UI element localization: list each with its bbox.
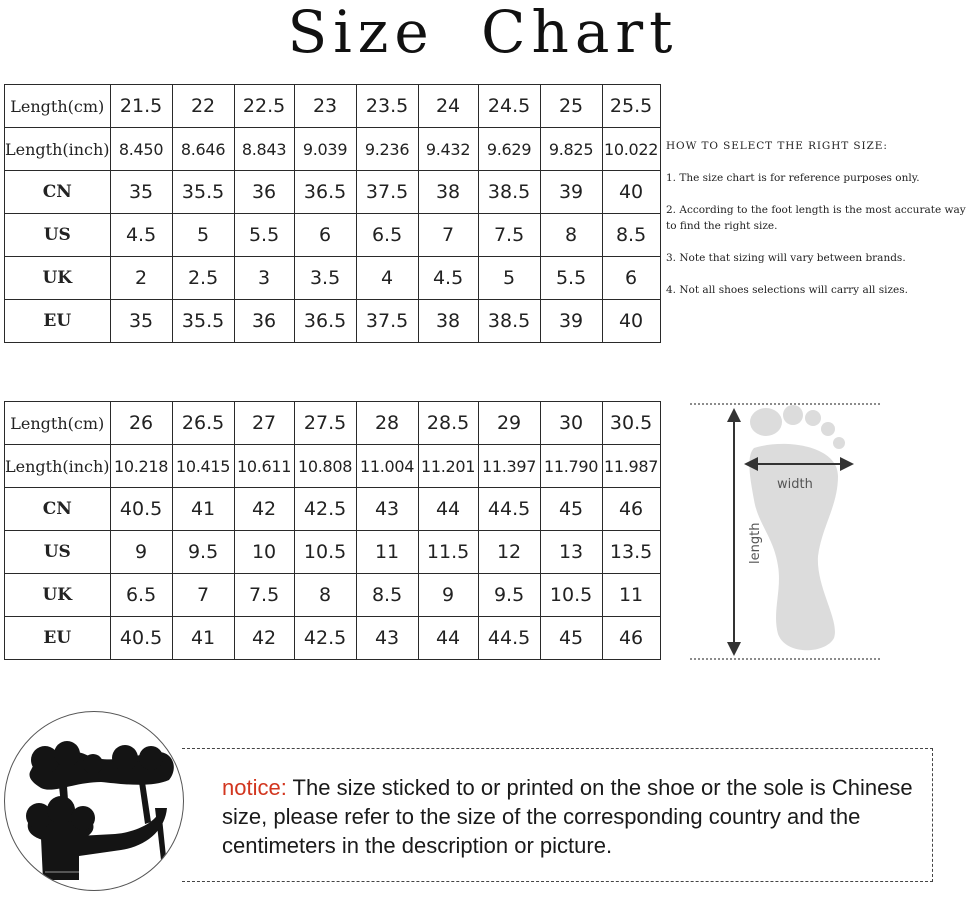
size-cell: 5 [172,214,234,257]
size-cell: 30 [540,402,602,445]
size-cell: 12 [478,531,540,574]
size-cell: 35 [110,171,172,214]
size-cell: 37.5 [356,300,418,343]
size-cell: 11.987 [602,445,660,488]
size-cell: 7.5 [234,574,294,617]
size-cell: 37.5 [356,171,418,214]
size-cell: 39 [540,300,602,343]
size-cell: 43 [356,488,418,531]
size-cell: 40.5 [110,488,172,531]
size-cell: 13.5 [602,531,660,574]
size-cell: 22 [172,85,234,128]
size-row [5,85,661,128]
foot-measure-diagram [688,398,884,664]
size-cell: 38.5 [478,300,540,343]
size-cell: 26 [110,402,172,445]
size-cell: 42.5 [294,488,356,531]
size-cell: 40 [602,171,660,214]
size-table-large [4,401,661,660]
size-cell: 40.5 [110,617,172,660]
size-cell: 13 [540,531,602,574]
size-cell: 9 [418,574,478,617]
size-row [5,531,661,574]
size-cell: 38.5 [478,171,540,214]
notice-label: notice: [222,775,287,800]
size-cell: 39 [540,171,602,214]
size-cell: 22.5 [234,85,294,128]
row-label: US [5,531,111,574]
size-cell: 40 [602,300,660,343]
row-label: CN [5,171,111,214]
length-label: length [748,522,763,564]
size-cell: 9.825 [540,128,602,171]
size-cell: 9.236 [356,128,418,171]
row-label: Length(inch) [5,445,111,488]
size-cell: 10.022 [602,128,660,171]
tip-item: 2. According to the foot length is the most accurate way to find the right size. [666,204,966,232]
size-cell: 9.039 [294,128,356,171]
size-cell: 11.790 [540,445,602,488]
size-cell: 46 [602,488,660,531]
size-cell: 11.004 [356,445,418,488]
size-cell: 27.5 [294,402,356,445]
size-cell: 36.5 [294,171,356,214]
row-label: US [5,214,111,257]
size-cell: 2.5 [172,257,234,300]
high-heel-sandal-image [5,712,183,890]
size-cell: 44.5 [478,488,540,531]
size-cell: 9 [110,531,172,574]
size-cell: 8 [540,214,602,257]
size-cell: 5.5 [234,214,294,257]
size-cell: 10.5 [540,574,602,617]
size-cell: 9.5 [478,574,540,617]
size-cell: 7 [418,214,478,257]
size-cell: 30.5 [602,402,660,445]
size-cell: 44 [418,617,478,660]
size-cell: 44 [418,488,478,531]
row-label: UK [5,574,111,617]
size-cell: 10.611 [234,445,294,488]
size-cell: 25.5 [602,85,660,128]
size-cell: 43 [356,617,418,660]
size-cell: 42.5 [294,617,356,660]
size-cell: 8.646 [172,128,234,171]
size-row [5,257,661,300]
row-label: UK [5,257,111,300]
shoe-photo [4,711,184,891]
size-cell: 41 [172,617,234,660]
size-cell: 8.450 [110,128,172,171]
size-cell: 35.5 [172,300,234,343]
size-cell: 9.5 [172,531,234,574]
size-row [5,488,661,531]
size-cell: 11 [602,574,660,617]
size-cell: 9.432 [418,128,478,171]
size-cell: 3.5 [294,257,356,300]
size-cell: 24 [418,85,478,128]
tip-item: 4. Not all shoes selections will carry all sizes. [666,284,908,296]
size-cell: 8.5 [356,574,418,617]
notice-box [182,748,933,882]
size-cell: 7 [172,574,234,617]
width-label: width [777,477,813,492]
notice-text [222,773,922,860]
size-row [5,445,661,488]
size-cell: 41 [172,488,234,531]
size-cell: 28 [356,402,418,445]
row-label: EU [5,300,111,343]
tip-item: 3. Note that sizing will vary between brands. [666,252,906,264]
size-cell: 44.5 [478,617,540,660]
size-cell: 45 [540,617,602,660]
size-cell: 5 [478,257,540,300]
size-cell: 35 [110,300,172,343]
size-cell: 35.5 [172,171,234,214]
size-row [5,128,661,171]
notice-body: The size sticked to or printed on the shoe or the sole is Chinese size, please refer to the size of the corresponding country and the centimeters in the description or picture. [222,775,913,858]
size-tips [666,138,966,314]
size-cell: 45 [540,488,602,531]
size-cell: 10.415 [172,445,234,488]
size-cell: 4.5 [110,214,172,257]
size-cell: 21.5 [110,85,172,128]
size-cell: 6 [294,214,356,257]
size-cell: 11.5 [418,531,478,574]
size-cell: 11.201 [418,445,478,488]
size-row [5,300,661,343]
size-row [5,171,661,214]
size-cell: 11 [356,531,418,574]
size-cell: 10 [234,531,294,574]
size-cell: 38 [418,300,478,343]
size-cell: 8 [294,574,356,617]
size-cell: 26.5 [172,402,234,445]
size-cell: 8.5 [602,214,660,257]
row-label: EU [5,617,111,660]
size-cell: 42 [234,617,294,660]
size-row [5,574,661,617]
size-cell: 7.5 [478,214,540,257]
size-cell: 6.5 [110,574,172,617]
size-row [5,402,661,445]
size-cell: 4 [356,257,418,300]
size-cell: 36 [234,171,294,214]
chart-title: Size Chart [287,0,679,66]
size-cell: 10.218 [110,445,172,488]
size-cell: 38 [418,171,478,214]
row-label: Length(inch) [5,128,111,171]
length-arrow [727,408,741,656]
size-cell: 2 [110,257,172,300]
size-cell: 25 [540,85,602,128]
size-cell: 24.5 [478,85,540,128]
row-label: Length(cm) [5,402,111,445]
footprint-icon [749,405,845,650]
size-cell: 4.5 [418,257,478,300]
size-cell: 46 [602,617,660,660]
size-cell: 11.397 [478,445,540,488]
tips-heading: HOW TO SELECT THE RIGHT SIZE: [666,140,888,152]
size-cell: 23 [294,85,356,128]
size-cell: 8.843 [234,128,294,171]
size-cell: 10.808 [294,445,356,488]
size-cell: 5.5 [540,257,602,300]
tip-item: 1. The size chart is for reference purposes only. [666,172,920,184]
size-cell: 6.5 [356,214,418,257]
size-cell: 3 [234,257,294,300]
size-cell: 29 [478,402,540,445]
size-cell: 23.5 [356,85,418,128]
size-table-small [4,84,661,343]
size-cell: 28.5 [418,402,478,445]
row-label: Length(cm) [5,85,111,128]
size-cell: 36 [234,300,294,343]
row-label: CN [5,488,111,531]
size-cell: 36.5 [294,300,356,343]
size-cell: 42 [234,488,294,531]
size-cell: 27 [234,402,294,445]
size-row [5,617,661,660]
size-row [5,214,661,257]
size-cell: 9.629 [478,128,540,171]
size-cell: 10.5 [294,531,356,574]
size-cell: 6 [602,257,660,300]
